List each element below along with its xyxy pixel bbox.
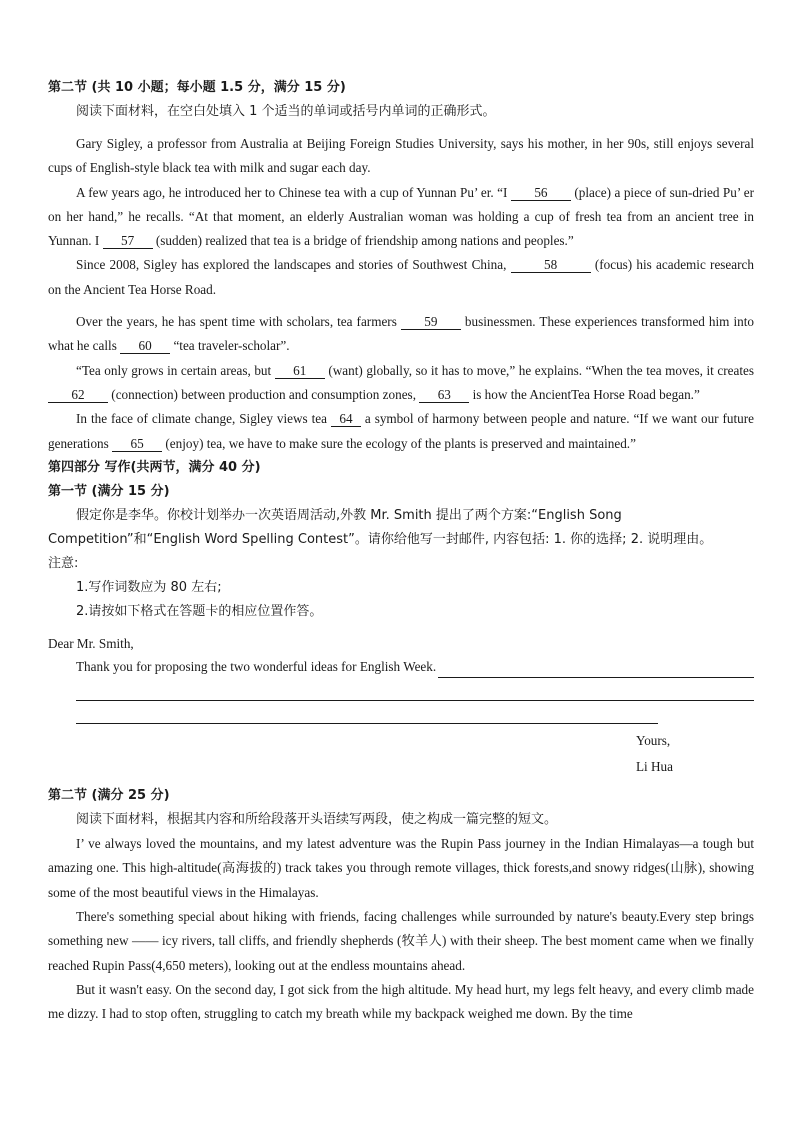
text-run: businessmen. These experiences transformed him into what he calls: [48, 314, 754, 354]
blank-65[interactable]: 65: [112, 436, 162, 452]
letter-body: [48, 656, 754, 724]
blank-63[interactable]: 63: [419, 387, 469, 403]
text-run: “tea traveler-scholar”.: [170, 338, 290, 354]
section-heading: 第一节 (满分 15 分): [48, 483, 170, 499]
story-paragraph-2: There's something special about hiking with friends, facing challenges while surrounded by nature's beauty.Every step brings something new —— icy rivers, tall cliffs, and friendly shepherds (牧羊人) with their sheep. The best moment came when we finally reached Rupin Pass(4,650 meters), looking out at the endless mountains ahead.: [48, 909, 754, 973]
letter-closing: Yours,: [636, 733, 671, 749]
text-run: (place) a piece of sun-dried Pu’ er on her hand,” he recalls. “At that moment, an elderly Australian woman was holding a cup of fresh tea from an ancient tree in Yunnan. I: [48, 184, 754, 249]
text-run: Over the years, he has spent time with scholars, tea farmers: [76, 314, 401, 330]
text-run: (sudden) realized that tea is a bridge of friendship among nations and peoples.”: [152, 233, 574, 249]
blank-64[interactable]: 64: [331, 411, 361, 427]
story-paragraph-1: I’ ve always loved the mountains, and my latest adventure was the Rupin Pass journey in the Indian Himalayas—a tough but amazing one. This high-altitude(高海拔的) track takes you through remote villages, thick forests,and snowy ridges(山脉), showing some of the most beautiful views in the Himalayas.: [48, 836, 754, 900]
passage-paragraph-5: [48, 359, 754, 408]
letter-opening-text: Thank you for proposing the two wonderful ideas for English Week.: [76, 659, 437, 675]
answer-line[interactable]: [76, 678, 754, 701]
section-instruction: 阅读下面材料，在空白处填入 1 个适当的单词或括号内单词的正确形式。: [76, 104, 496, 119]
answer-line[interactable]: [438, 663, 754, 678]
blank-60[interactable]: 60: [120, 338, 170, 354]
story-paragraph-3: But it wasn't easy. On the second day, I got sick from the high altitude. My head hurt, my legs felt heavy, and every climb made me dizzy. I had to stop often, struggling to catch my breath while my backpack weighed me down. By the time: [48, 981, 754, 1022]
blank-61[interactable]: 61: [275, 363, 325, 379]
text-run: “Tea only grows in certain areas, but: [76, 362, 275, 378]
passage-paragraph-1: Gary Sigley, a professor from Australia at Beijing Foreign Studies University, says his mother, in her 90s, still enjoys several cups of English-style black tea with milk and sugar each day.: [48, 136, 754, 176]
note-item-2: 2.请按如下格式在答题卡的相应位置作答。: [76, 603, 323, 619]
part-heading: 第四部分 写作(共两节，满分 40 分): [48, 459, 261, 475]
passage-paragraph-3: [48, 253, 754, 302]
letter-greeting: Dear Mr. Smith,: [48, 635, 134, 651]
text-run: is how the AncientTea Horse Road began.”: [469, 386, 700, 402]
blank-59[interactable]: 59: [401, 314, 461, 330]
passage-paragraph-4: [48, 310, 754, 359]
continuation-instruction: 阅读下面材料，根据其内容和所给段落开头语续写两段，使之构成一篇完整的短文。: [76, 812, 558, 828]
note-label: 注意:: [48, 555, 79, 571]
letter-first-line: [76, 656, 754, 678]
blank-58[interactable]: 58: [511, 257, 591, 273]
passage-paragraph-6: [48, 407, 754, 456]
text-run: (connection) between production and consumption zones,: [108, 386, 420, 402]
note-item-1: 1.写作词数应为 80 左右;: [76, 579, 222, 595]
section-heading: 第二节 (共 10 小题；每小题 1.5 分，满分 15 分): [48, 80, 346, 95]
text-run: A few years ago, he introduced her to Chinese tea with a cup of Yunnan Pu’ er. “I: [76, 184, 511, 200]
passage-paragraph-2: [48, 181, 754, 254]
answer-line[interactable]: [76, 701, 658, 724]
text-run: In the face of climate change, Sigley views tea: [76, 411, 331, 427]
blank-62[interactable]: 62: [48, 387, 108, 403]
blank-57[interactable]: 57: [103, 233, 153, 249]
letter-signature: Li Hua: [636, 759, 673, 775]
text-run: (enjoy) tea, we have to make sure the ecology of the plants is preserved and maintained.”: [162, 435, 636, 451]
blank-56[interactable]: 56: [511, 185, 571, 201]
text-run: Since 2008, Sigley has explored the landscapes and stories of Southwest China,: [76, 257, 511, 273]
section-heading: 第二节 (满分 25 分): [48, 788, 170, 804]
writing-prompt: 假定你是李华。你校计划举办一次英语周活动,外教 Mr. Smith 提出了两个方案:“English Song Competition”和“English Word Spelling Contest”。请你给他写一封邮件, 内容包括: 1. 你的选择; 2. 说明理由。: [48, 507, 713, 547]
text-run: (focus) his academic research on the Ancient Tea Horse Road.: [48, 257, 754, 297]
text-run: (want) globally, so it has to move,” he explains. “When the tea moves, it creates: [324, 362, 754, 378]
text-run: a symbol of harmony between people and nature. “If we want our future generations: [48, 411, 755, 451]
